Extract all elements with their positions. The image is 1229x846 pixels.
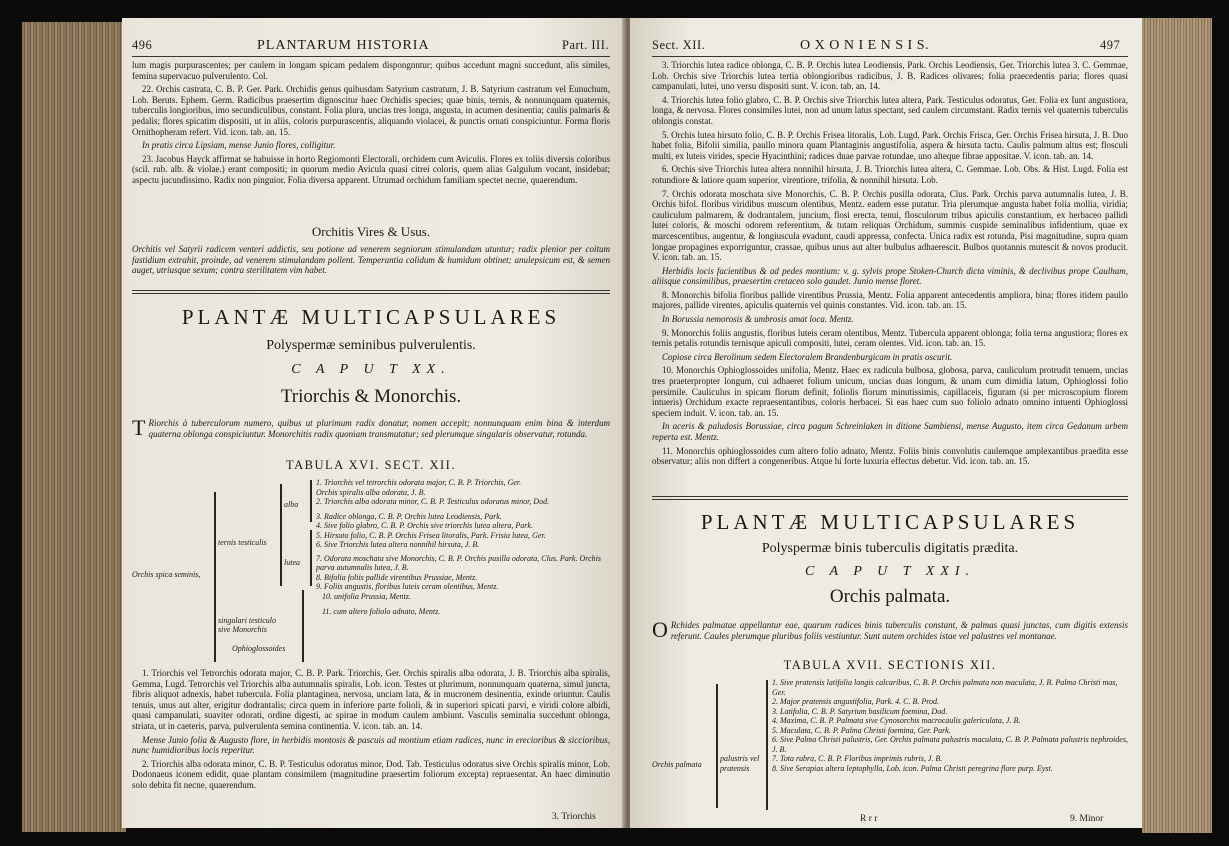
header-rule	[652, 56, 1128, 57]
tree-ophioglossoides: Ophioglossoides	[232, 644, 286, 653]
right-running-title: O X O N I E N S I S.	[800, 38, 929, 53]
tree-entry: 1. Sive pratensis latifolia longis calcaribus, C. B. P. Orchis palmata non maculata, J. B. Palma Christi mas, Ger.	[772, 678, 1118, 697]
chapter-intro-text: Riorchis à tuberculorum numero, quibus ut plurimum radix donatur, nomen accepit; nonnunquam enim bina & interdum quaterna oblonga conspiciuntur. Monorchitis radix quoniam transmutatur; sed plerumque singularis observatur, rotunda.	[148, 418, 610, 439]
tree-entry: 4. Sive folio glabro, C. B. P. Orchis sive triorchis lutea altera, Park.	[316, 521, 533, 530]
tree-brace	[302, 590, 304, 662]
tree-branch-palustris: palustris vel pratensis	[720, 754, 760, 773]
right-text-block	[652, 60, 1128, 492]
tree-entry: Orchis spiralis alba odorata, J. B.	[316, 487, 426, 497]
vires-text: Orchitis vel Satyrii radicem venteri addictis, seu potione ad venerem segniorum stimulandam utuntur; radix plenior per coitum fastidium extrahit, proinde, ad venerem stimulandam pollent. Temperantia calidum & humidum obtinet; anulepsicum est, & semen auget, utriusque sexum; contra sterilitatem vim habet.	[132, 244, 610, 276]
tree-brace	[310, 530, 312, 586]
tree-root-label: Orchis spica seminis,	[132, 570, 201, 579]
species-paragraph: 6. Orchis sive Triorchis lutea altera nonnihil hirsuta, J. B. Triorchis lutea altera, C. Gemmae. Lob. Obs. & Hist. Lugd. Folia est rotundiore & latiore quam superior, virentiore, trifolia, & nonnihil hirsuta. Lob.	[652, 164, 1128, 185]
tree-brace	[310, 480, 312, 522]
page-edges-right	[1142, 18, 1212, 833]
tree-brace	[214, 492, 216, 662]
tree-entries	[316, 478, 610, 617]
intro-paragraph: In pratis circa Lipsiam, mense Junio flores, colligitur.	[142, 140, 336, 151]
intro-paragraph: lum magis purpurascentes; per caulem in longam spicam pedalem dispongnntur; quibus accedunt magni succedunt, alis similes, femina supervacuo pulverulento. Col.	[132, 60, 610, 81]
left-page	[122, 18, 627, 828]
table-title: TABULA XVI. SECT. XII.	[286, 458, 456, 472]
section-title: PLANTÆ MULTICAPSULARES	[181, 305, 561, 329]
tree-brace	[280, 484, 282, 586]
tree-brace	[766, 680, 768, 810]
left-page-number: 496	[132, 38, 153, 52]
signature-mark: R r r	[860, 814, 878, 824]
species-paragraph: 2. Triorchis alba odorata minor, C. B. P. Testiculus odoratus minor, Dod. Tab. Testiculus odoratus sive Orchis spiralis minor, Lob. Dodonaeus iconem edidit, quae plantam consimilem (magnitudine praesertim foliorum excepta) repraesentat. An haec diminutio solo debita fit necne, quaerendum.	[132, 758, 610, 790]
tree-entry: 8. Bifolia foliis pallide virentibus Prussiae, Mentz.	[316, 572, 478, 582]
tree-entry: 2. Triorchis alba odorata minor, C. B. P. Testiculus odoratus minor, Dod.	[316, 497, 550, 506]
tree-entry: 8. Sive Serapias altera leptophylla, Lob. icon. Palma Christi peregrina flore purp. Eyst.	[772, 763, 1053, 773]
species-paragraph: Copiose circa Berolinum sedem Electoralem Brandenburgicam in pratis oscurit.	[662, 351, 953, 362]
species-paragraph: In Borussia nemorosis & umbrosis amat loca. Mentz.	[662, 314, 854, 325]
synoptic-table	[132, 478, 610, 668]
species-paragraph: 4. Triorchis lutea folio glabro, C. B. P. Orchis sive Triorchis lutea altera, Park. Testiculus odoratus, Ger. Folia ex Iunt angustiora, longa, & nervosa. Flores consimiles lutei, non ad unum latus spectant, sed caulem circumstant. Radix ternis vel quaternis tuberculis oblongis constat.	[652, 94, 1128, 126]
species-paragraph: 9. Monorchis foliis angustis, floribus luteis ceram olentibus, Mentz. Tubercula apparent oblonga; folia terna angustiora; flores ex ternis petalis rotundis ternisque apiculi compositi, lutei, ceram olentes. Vid. icon. tab. an. 15.	[652, 327, 1128, 349]
tree-alba: alba	[284, 500, 299, 509]
section-rule	[132, 290, 610, 291]
species-descriptions	[132, 668, 610, 808]
catchword: 9. Minor	[1070, 814, 1104, 824]
tree-entry: 5. Hirsuto folio, C. B. P. Orchis Frisea litoralis, Park. Frisia lutea, Ger.	[316, 530, 546, 540]
tree-entry: 10. unifolia Prussia, Mentz.	[322, 591, 411, 601]
table-title: TABULA XVII. SECTIONIS XII.	[783, 658, 997, 672]
section-subtitle: Polyspermæ seminibus pulverulentis.	[266, 338, 476, 353]
intro-text-block	[132, 60, 610, 189]
species-paragraph: 7. Orchis odorata moschata sive Monorchis, C. B. P. Orchis pusilla odorata, Clus. Park. Orchis parva autumnalis lutea, J. B. Orchis bifol. floribus viridibus muscum olentibus, Mentz. eadem esse putatur. Tria plerumque angusta habet folia mollia, viridia; cauliculum palmarem, & dodrantalem, juncium, flosi erecta, tenui, flosculorum tribus apiculis constantium, ex herbaceo pallidi lutei coloris, & moschi odorem referentium, & tutam reliquas Orchidum, summis cuspide seminalibus infidentium, quae ex marcescentibus, augentur, & longiuscula evadunt, caudi appressa, confecta. Unica radix est rotunda, Pisi magnitudine, supra quam longae propagines exporriguntur, crassae, quibus unus aut alter bulbulus adhaerescit. Bulbos quotannis mutescit & novos producit. V. icon. tab. an. 15.	[652, 188, 1128, 263]
left-running-title: PLANTARUM HISTORIA	[257, 38, 430, 53]
catchword: 3. Triorchis	[552, 812, 596, 822]
header-rule	[132, 56, 610, 57]
species-paragraph: Herbidis locis facientibus & ad pedes montium: v. g. sylvis prope Stoken-Church dicta viminis, & declivibus prope Caulham, aliisque consimilibus, praesertim cretaceo solo gaudet. Junio mense floret.	[652, 265, 1128, 287]
drop-cap: O	[652, 617, 668, 642]
tree-entry: 1. Triorchis vel tetrorchis odorata major, C. B. P. Triorchis, Ger.	[316, 478, 522, 487]
section-subtitle: Polyspermæ binis tuberculis digitatis prædita.	[761, 541, 1019, 556]
drop-cap: T	[132, 415, 146, 440]
tree-entry: 7. Tota rubra, C. B. P. Floribus imprimis rubris, J. B.	[772, 754, 943, 763]
right-section-label: Sect. XII.	[652, 38, 706, 52]
chapter-intro-text: Rchides palmatae appellantur eae, quarum radices binis tuberculis constant, & palmas quasi junctas, cum digitis extensis referunt. Caules plerumque pluribus foliis vestiuntur. Sunt autem orchides istae vel palustres vel montanae.	[670, 620, 1128, 641]
tree-entry: 7. Odorata moschata sive Monorchis, C. B. P. Orchis pusilla odorata, Clus. Park. Orchis parva autumnalis lutea, J. B.	[316, 553, 601, 572]
species-paragraph: In aceris & paludosis Borussiae, circa pagum Schreinlaken in ditione Sambiensi, mense Augusto, item circa Gedanum urbem reperta est. Mentz.	[652, 421, 1128, 442]
vires-heading: Orchitis Vires & Usus.	[311, 224, 431, 239]
tree-entry: 6. Sive Triorchis lutea altera nonnihil hirsuta, J. B.	[316, 540, 480, 549]
section-rule	[132, 293, 610, 294]
tree-entries	[772, 678, 1128, 773]
chapter-title: Orchis palmata.	[829, 586, 951, 607]
tree-brace	[716, 684, 718, 808]
synoptic-table	[652, 678, 1128, 813]
species-paragraph: 11. Monorchis ophioglossoides cum altero folio adnato, Mentz. Foliis binis convolutis caulemque amplexantibus praedita esse observatur; aliis non differt a congeneribus. Atque hi forte luxuria effectus debetur. Vid. icon. tab. an. 15.	[652, 445, 1128, 467]
section-rule	[652, 496, 1128, 497]
chapter-number: C A P U T XX.	[291, 362, 451, 377]
section-rule	[652, 499, 1128, 500]
species-paragraph: 5. Orchis lutea hirsuto folio, C. B. P. Orchis Frisea litoralis, Lob. Lugd. Park. Orchis Frisca, Ger. Orchis Frisea hirsuta, J. B. Duo habet folia, Bifolii similia, paullo minora quam Plantaginis angustifolia, aspera & hirsuta tactu. Caulis palmum altus est; flosculi multi, ex luteis virides, specie Hyacinthini; radices duae parvae rotundae, uno alteque fibrae appositae. V. icon. tab. an. 14.	[652, 129, 1128, 161]
intro-paragraph: 22. Orchis castrata, C. B. P. Ger. Park. Orchidis genus quibusdam Satyrium castratum, J. B. Satyrium castratum vel Eunuchum, Lob. Beruts. Ephem. Germ. Radicibus praesertim dignoscitur haec Orchidis species; quae binis, ternis, & nonnunquam quaternis, tuberculis longioribus, imo secundiculibus, constant. Folia plura, uncias tres longa, angusta, in acumen desinentia; caulis palmaris & pedalis; flores spicatim dispositi, ut in aliis, coloris purpurascentis, aliquando violacei, & punctis ornati conspiciuntur. Forma floris Ornithopheram refert. Vid. icon. tab. an. 15.	[132, 84, 610, 137]
species-paragraph: 3. Triorchis lutea radice oblonga, C. B. P. Orchis lutea Leodiensis, Park. Orchis Leodiensis, Ger. Triorchis lutea 3. C. Gemmae, Lob. Orchis sive Triorchis lutea tertia oblongioribus radicibus, J. B. Radices olivares; folia praecedentis paria; flores quasi campanulati, lutei, uno versu dispositi sunt. V. icon. tab. an. 14.	[652, 60, 1128, 92]
page-edges-left	[22, 22, 126, 832]
open-book	[22, 8, 1212, 838]
tree-entry: 11. cum altero foliolo adnato, Mentz.	[322, 607, 441, 616]
tree-entry: 2. Major pratensis angustifolia, Park. 4. C. B. Prod.	[772, 697, 940, 706]
tree-root-label: Orchis palmata	[652, 760, 702, 769]
tree-entry: 3. Latifolia, C. B. P. Satyrium basilicum foemina, Dod.	[772, 706, 948, 716]
tree-branch-singulari: singulari testiculo sive Monorchis	[218, 616, 276, 634]
chapter-number: C A P U T XXI.	[804, 564, 976, 579]
right-page-number: 497	[1100, 38, 1121, 52]
chapter-intro	[652, 617, 1128, 642]
tree-lutea: lutea	[284, 558, 300, 567]
right-page	[630, 18, 1142, 828]
tree-entry: 3. Radice oblonga, C. B. P. Orchis lutea Leodiensis, Park.	[316, 511, 502, 521]
species-paragraph: 8. Monorchis bifolia floribus pallide virentibus Prussia, Mentz. Folia apparent antecedentis ampliora, bina; flores itidem paullo majores, pallide virentes, apiculis quaternis vel quinis constantes. Vid. icon. tab. an. 15.	[652, 289, 1128, 311]
tree-branch-ternis: ternis testiculis	[218, 538, 267, 547]
tree-entry: 4. Maxima, C. B. P. Palmata sive Cynosorchis macrocaulis galericulata, J. B.	[772, 716, 1021, 725]
intro-paragraph: 23. Jacobus Hayck affirmat se habuisse in horto Regiomonti Electorali, orchidem cum Aviculis. Flores ex toliis diversis coloribus (scil. rub. alb. & violae.) erant compositi; in quorum medio Avicula quasi citrei coloris, quem alias Galgulum vocant, insidebat; aspectu jucundissimo. Radix non pinguior. Folia diversa apparent. Utrumad orchidum familiam spectet necne, quaerendum.	[132, 153, 610, 185]
species-paragraph: Mense Junio folia & Augusto flore, in herbidis montosis & pascuis ad montium etiam radices, nunc in erecioribus & siccioribus, nunc humidioribus locis reperitur.	[132, 734, 610, 756]
species-paragraph: 10. Monorchis Ophioglossoides unifolia, Mentz. Haec ex radicula bulbosa, globosa, parva, cauliculum protrudit tenuem, uncias tres praeterpropter longum, cui adhaeret folium unicum, uncias duas longum, & unam cum dimidia latum, Ophioglossi folio persimile. Cauliculus in spicam florum definit, foliolis florum minutissimis, capillaceis, figuram (si per microscopium florem intueris) Orchidum exacte repraesentantibus, coloris herbacei. Si eas haec cum suo foliolo adnato omnino intuenti Ophioglossi speciem induit. V. icon. tab. an. 15.	[652, 365, 1128, 418]
tree-entry: 5. Maculata, C. B. P. Palma Christi foemina, Ger. Park.	[772, 725, 951, 735]
section-title: PLANTÆ MULTICAPSULARES	[700, 510, 1080, 534]
tree-entry: 6. Sive Palma Christi palustris, Ger. Orchis palmata palustris maculata, C. B. P. Palmata palustris nephroides, J. B.	[772, 735, 1128, 754]
tree-entry: 9. Foliis angustis, floribus luteis ceram olentibus, Mentz.	[316, 582, 499, 591]
left-part-label: Part. III.	[562, 38, 609, 52]
chapter-intro	[132, 415, 610, 440]
species-paragraph: 1. Triorchis vel Tetrorchis odorata major, C. B. P. Park. Triorchis, Ger. Orchis spiralis alba odorata, J. B. Triorchis alba spiralis, Gemma, Lugd. Tetrorchis vel Triorchis alba autumnalis spiralis, Lob. icon. Testes ut plurimum, nonnunquam quaterna, simul juncta, fibris aliquot adnexis, habet tubercula. Folia plantaginea, nervosa, unciam lata, & in mucronem desinentia, exinde oriuntur. Caulis tenuis, unus aut alter, erigitur dodrantalis; circa quem in inferiore parte folioli, & in superiori spicati parvi, e viridi colore albidi, quasi campanulati, suaviter odorati, ordine digesti, ac spirae in modum caulem ambiunt. Vasculis seminalia succedunt oblonga, striata, ut in caeteris, parva, pulverulenta semina continentia. V. icon. tab. an. 14.	[132, 668, 610, 731]
chapter-title: Triorchis & Monorchis.	[280, 386, 462, 407]
